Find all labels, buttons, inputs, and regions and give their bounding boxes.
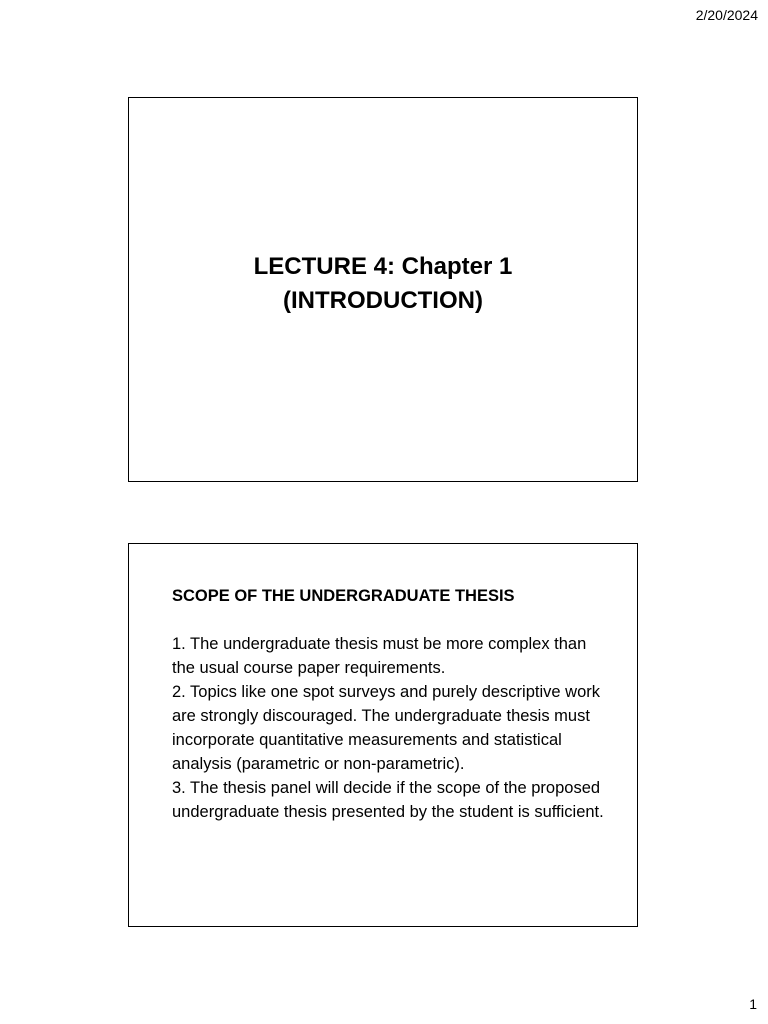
slide-2 bbox=[128, 543, 638, 927]
slide-body bbox=[172, 584, 612, 824]
list-item: 2. Topics like one spot surveys and purely descriptive work are strongly discouraged. The undergraduate thesis must incorporate quantitative measurements and statistical analysis (parametric or non-parametric). bbox=[172, 683, 600, 773]
slide-1 bbox=[128, 97, 638, 482]
slide-title-line-1: LECTURE 4: Chapter 1 bbox=[253, 252, 513, 280]
slide-title-line-2: (INTRODUCTION) bbox=[283, 286, 483, 314]
slide-heading: SCOPE OF THE UNDERGRADUATE THESIS bbox=[172, 587, 515, 605]
page-date: 2/20/2024 bbox=[695, 7, 758, 23]
slide-title bbox=[254, 250, 513, 318]
list-item: 3. The thesis panel will decide if the scope of the proposed undergraduate thesis presented by the student is sufficient. bbox=[172, 779, 604, 821]
page-number: 1 bbox=[749, 996, 757, 1012]
list-item: 1. The undergraduate thesis must be more complex than the usual course paper requirements. bbox=[172, 635, 587, 677]
